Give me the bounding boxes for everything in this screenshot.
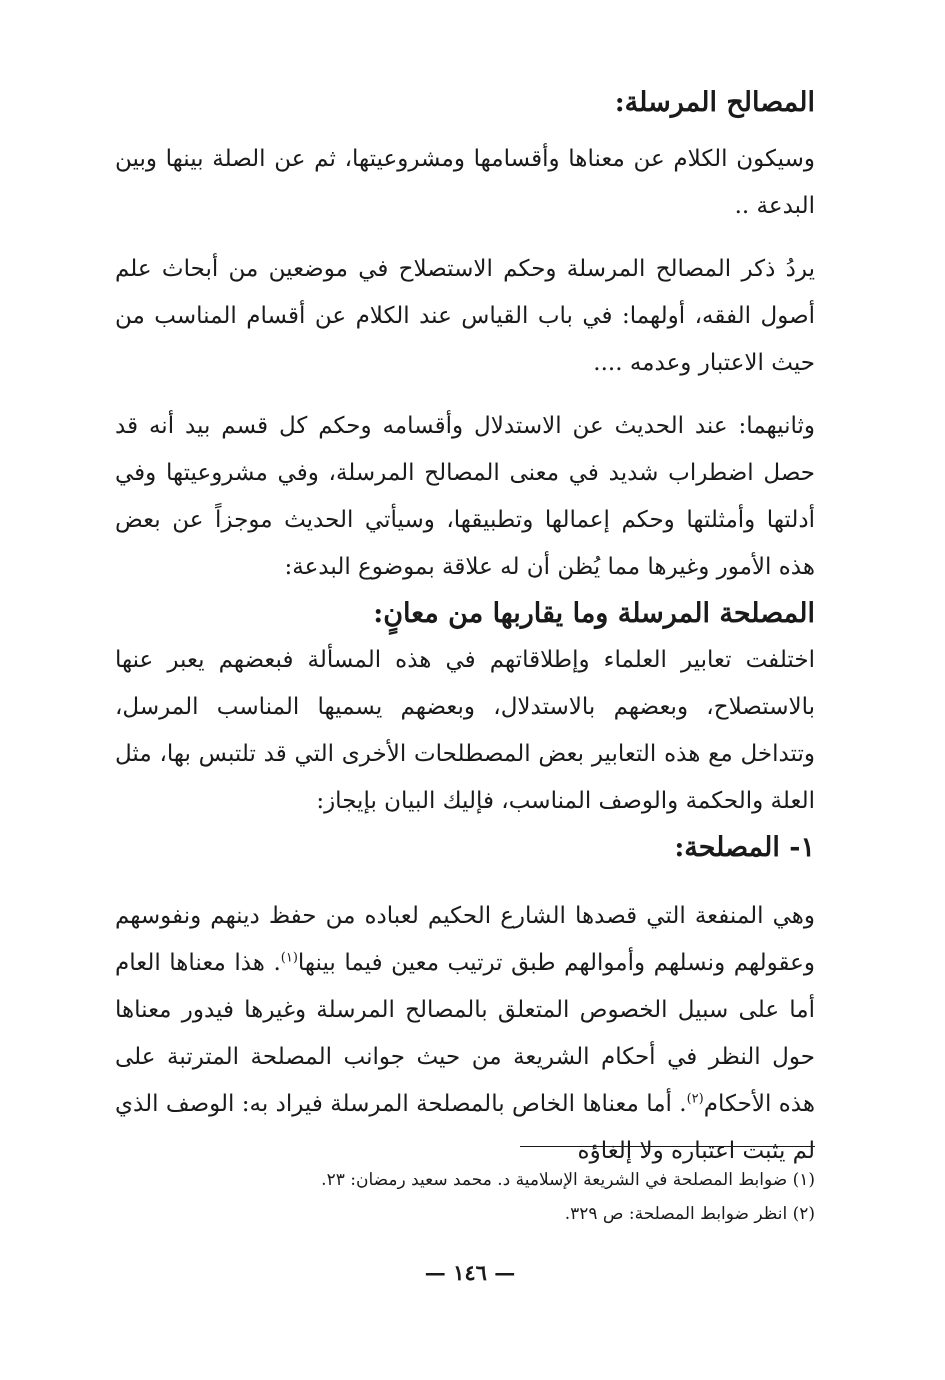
paragraph-second-context: وثانيهما: عند الحديث عن الاستدلال وأقسامه وحكم كل قسم بيد أنه قد حصل اضطراب شديد في معنى المصالح المرسلة، وفي مشروعيتها وفي أدلتها وأمثلتها وحكم إعمالها وتطبيقها، وسيأتي الحديث موجزاً عن بعض هذه الأمور وغيرها مما يُظن أن له علاقة بموضوع البدعة: [115,413,815,580]
subheading-meanings: المصلحة المرسلة وما يقاربها من معانٍ: [373,598,815,629]
footnote-divider [520,1146,815,1147]
footnote-1: (١) ضوابط المصلحة في الشريعة الإسلامية د. محمد سعيد رمضان: ٢٣. [321,1170,815,1190]
page-body [115,80,815,1175]
paragraph-maslaha-definition [115,893,815,1175]
footnote-ref-2[interactable]: (٢) [686,1091,704,1107]
footnote-2: (٢) انظر ضوابط المصلحة: ص ٣٢٩. [564,1204,815,1224]
definition-text-part3: . أما معناها الخاص بالمصلحة المرسلة فيراد به: الوصف الذي لم يثبت اعتباره ولا إلغاؤه [115,1091,815,1164]
definition-text-part1: وهي المنفعة التي قصدها الشارع الحكيم لعباده من حفظ دينهم ونفوسهم وعقولهم ونسلهم وأموالهم طبق ترتيب معين فيما بينها [115,903,815,976]
paragraph-terminology: اختلفت تعابير العلماء وإطلاقاتهم في هذه المسألة فبعضهم يعبر عنها بالاستصلاح، وبعضهم بالاستدلال، وبعضهم يسميها المناسب المرسل، وتتداخل مع هذه التعابير بعض المصطلحات الأخرى التي قد تلتبس بها، مثل العلة والحكمة والوصف المناسب، فإليك البيان بإيجاز: [115,647,815,814]
page-number: — ١٤٦ — [424,1260,516,1285]
definition-text-part2: . هذا معناها العام أما على سبيل الخصوص المتعلق بالمصالح المرسلة وغيرها فيدور معناها حول النظر في أحكام الشريعة من حيث جوانب المصلحة المترتبة على هذه الأحكام [115,950,815,1117]
paragraph-first-context: يردُ ذكر المصالح المرسلة وحكم الاستصلاح في موضعين من أبحاث علم أصول الفقه، أولهما: في باب القياس عند الكلام عن أقسام المناسب من حيث الاعتبار وعدمه .... [115,256,815,376]
section-title: المصالح المرسلة: [614,87,815,118]
footnotes [115,1163,815,1231]
subheading-maslaha: ١- المصلحة: [674,832,815,863]
footnote-ref-1[interactable]: (١) [280,950,298,966]
intro-paragraph: وسيكون الكلام عن معناها وأقسامها ومشروعيتها، ثم عن الصلة بينها وبين البدعة .. [115,146,815,219]
